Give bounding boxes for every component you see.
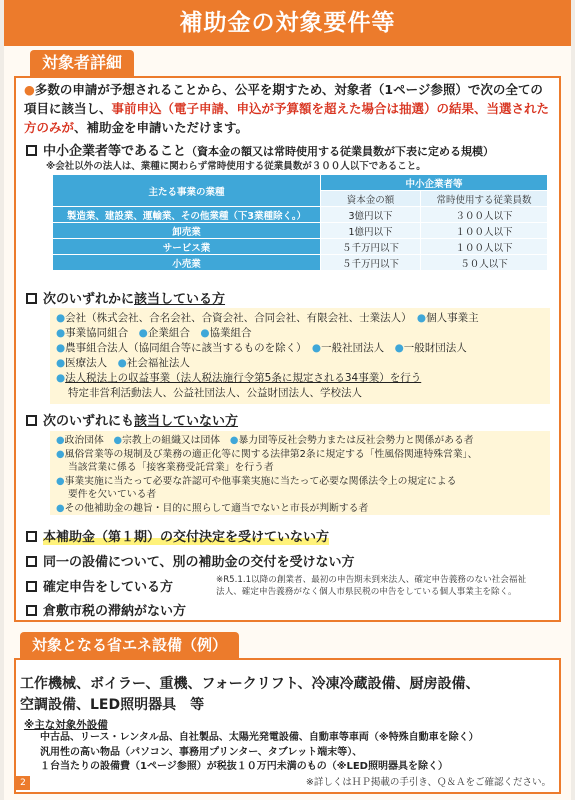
checkbox-icon: [26, 556, 37, 567]
table-row: 卸売業 1億円以下 １００人以下: [53, 223, 548, 239]
table-header-industry: 主たる事業の業種: [53, 175, 321, 207]
footnote: ※詳しくはＨＰ掲載の手引き、Ｑ＆Ａをご確認ください。: [305, 777, 551, 788]
table-row: サービス業 ５千万円以下 １００人以下: [53, 239, 548, 255]
table-row: 製造業、建設業、運輸業、その他業種（下3業種除く。） 3億円以下 ３００人以下: [53, 207, 548, 223]
table-row: 小売業 ５千万円以下 ５０人以下: [53, 255, 548, 271]
section-tab-equipment: 対象となる省エネ設備（例）: [20, 632, 239, 658]
requirement-no-prior-grant: 本補助金（第１期）の交付決定を受けていない方: [26, 526, 329, 545]
page-title: 補助金の対象要件等: [4, 0, 571, 46]
requirement-entity-type: 次のいずれかに該当している方: [26, 288, 225, 307]
sme-size-table: [52, 174, 548, 271]
section-tab-eligibility: 対象者詳細: [30, 50, 134, 76]
requirement-exclusions: 次のいずれにも該当していない方: [26, 410, 238, 429]
requirement-sme-note: ※会社以外の法人は、業種に関わらず常時使用する従業員数が３００人以下であること。: [46, 161, 426, 172]
checkbox-icon: [26, 415, 37, 426]
table-header-staff: 常時使用する従業員数: [421, 191, 548, 207]
checkbox-icon: [26, 605, 37, 616]
tax-return-note: ※R5.1.1以降の創業者、最初の申告期未到来法人、確定申告義務のない社会福祉 法人、確定申告義務がなく個人市県民税の申告をしている個人事業主を除く。: [216, 575, 527, 597]
requirement-no-tax-arrears: 倉敷市税の滞納がない方: [26, 600, 186, 619]
requirement-no-duplicate-grant: 同一の設備について、別の補助金の交付を受けない方: [26, 551, 354, 570]
equipment-examples: 工作機械、ボイラー、重機、フォークリフト、冷凍冷蔵設備、厨房設備、 空調設備、LED照明器具 等: [20, 676, 480, 713]
entity-type-list: ●会社（株式会社、合名会社、合資会社、合同会社、有限会社、士業法人） ●個人事業主 ●事業協同組合 ●企業組合 ●協業組合 ●農事組合法人（協同組合等に該当するものを除く） ●一般社団法人 ●一般財団法人 ●医療法人 ●社会福祉法人 ●法人税法上の収益事業（法人税法施行令第5条に規定される34事業）を行う 特定非営利活動法人、公益社団法人、公益財団法人、学校法人: [50, 308, 550, 404]
page-number: 2: [16, 776, 30, 790]
requirement-sme: 中小企業者等であること（資本金の額又は常時使用する従業員数が下表に定める規模）: [26, 140, 494, 159]
bullet-icon: ●: [24, 82, 35, 97]
checkbox-icon: [26, 293, 37, 304]
table-header-capital: 資本金の額: [321, 191, 421, 207]
excluded-equipment-heading: ※主な対象外設備: [24, 719, 108, 731]
excluded-equipment-list: 中古品、リース・レンタル品、自社製品、太陽光発電設備、自動車等車両（※特殊自動車を除く） 汎用性の高い物品（パソコン、事務用プリンター、タブレット端末等）、 １台当たりの設備費（1ページ参照）が税抜１０万円未満のもの（※LED照明器具を除く）: [40, 732, 479, 772]
requirement-tax-return: 確定申告をしている方: [26, 576, 173, 595]
document-page: [4, 0, 571, 800]
table-header-sme: 中小企業者等: [321, 175, 548, 191]
intro-text: ●多数の申請が予想されることから、公平を期すため、対象者（1ページ参照）で次の全ての項目に該当し、事前申込（電子申請、申込が予算額を超えた場合は抽選）の結果、当選された方のみが、補助金を申請いただけます。: [24, 82, 550, 135]
checkbox-icon: [26, 145, 37, 156]
checkbox-icon: [26, 531, 37, 542]
checkbox-icon: [26, 581, 37, 592]
exclusion-list: ●政治団体 ●宗教上の組織又は団体 ●暴力団等反社会勢力または反社会勢力と関係がある者 ●風俗営業等の規制及び業務の適正化等に関する法律第2条に規定する「性風俗関連特殊営業」、 当該営業に係る「接客業務受託営業」を行う者 ●事業実施に当たって必要な許認可や他事業実施に当たって必要な関係法令上の規定による 要件を欠いている者 ●その他補助金の趣旨・目的に照らして適当でないと市長が判断する者: [50, 431, 550, 515]
